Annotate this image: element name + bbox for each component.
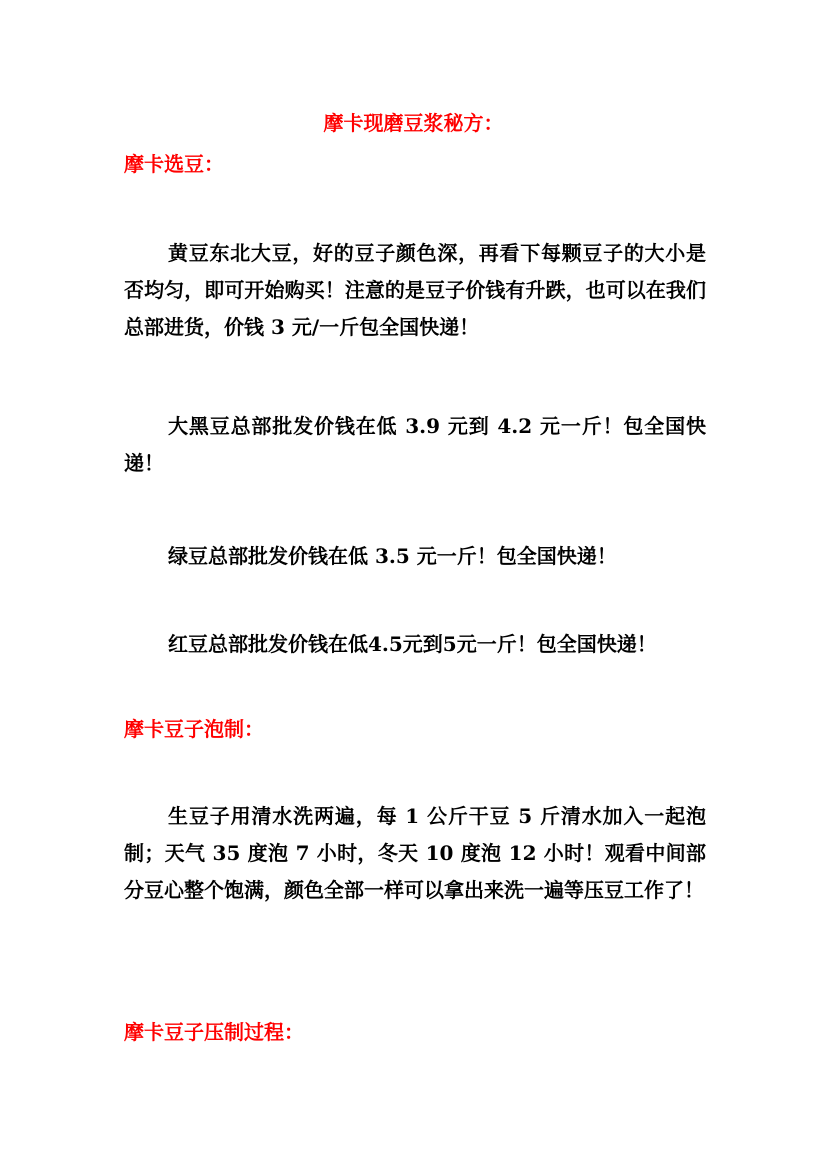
paragraph-soybean: 黄豆东北大豆，好的豆子颜色深，再看下每颗豆子的大小是否均匀，即可开始购买！注意的是豆子价钱有升跌，也可以在我们总部进货，价钱 3 元/一斤包全国快递！	[124, 241, 706, 339]
document-title: 摩卡现磨豆浆秘方：	[323, 111, 504, 135]
paragraph-black-bean: 大黑豆总部批发价钱在低 3.9 元到 4.2 元一斤！包全国快递！	[124, 414, 706, 475]
section-heading-pressing: 摩卡豆子压制过程：	[124, 1020, 304, 1044]
paragraph-red-bean: 红豆总部批发价钱在低4.5元到5元一斤！包全国快递！	[168, 632, 657, 656]
section-heading-soaking: 摩卡豆子泡制：	[124, 717, 264, 741]
paragraph-soaking: 生豆子用清水洗两遍，每 1 公斤干豆 5 斤清水加入一起泡制；天气 35 度泡 7 小时，冬天 10 度泡 12 小时！观看中间部分豆心整个饱满，颜色全部一样可以拿出来洗一遍等压豆工作了！	[124, 804, 706, 902]
section-heading-bean-selection: 摩卡选豆：	[124, 152, 224, 176]
paragraph-mung-bean: 绿豆总部批发价钱在低 3.5 元一斤！包全国快递！	[168, 544, 617, 568]
